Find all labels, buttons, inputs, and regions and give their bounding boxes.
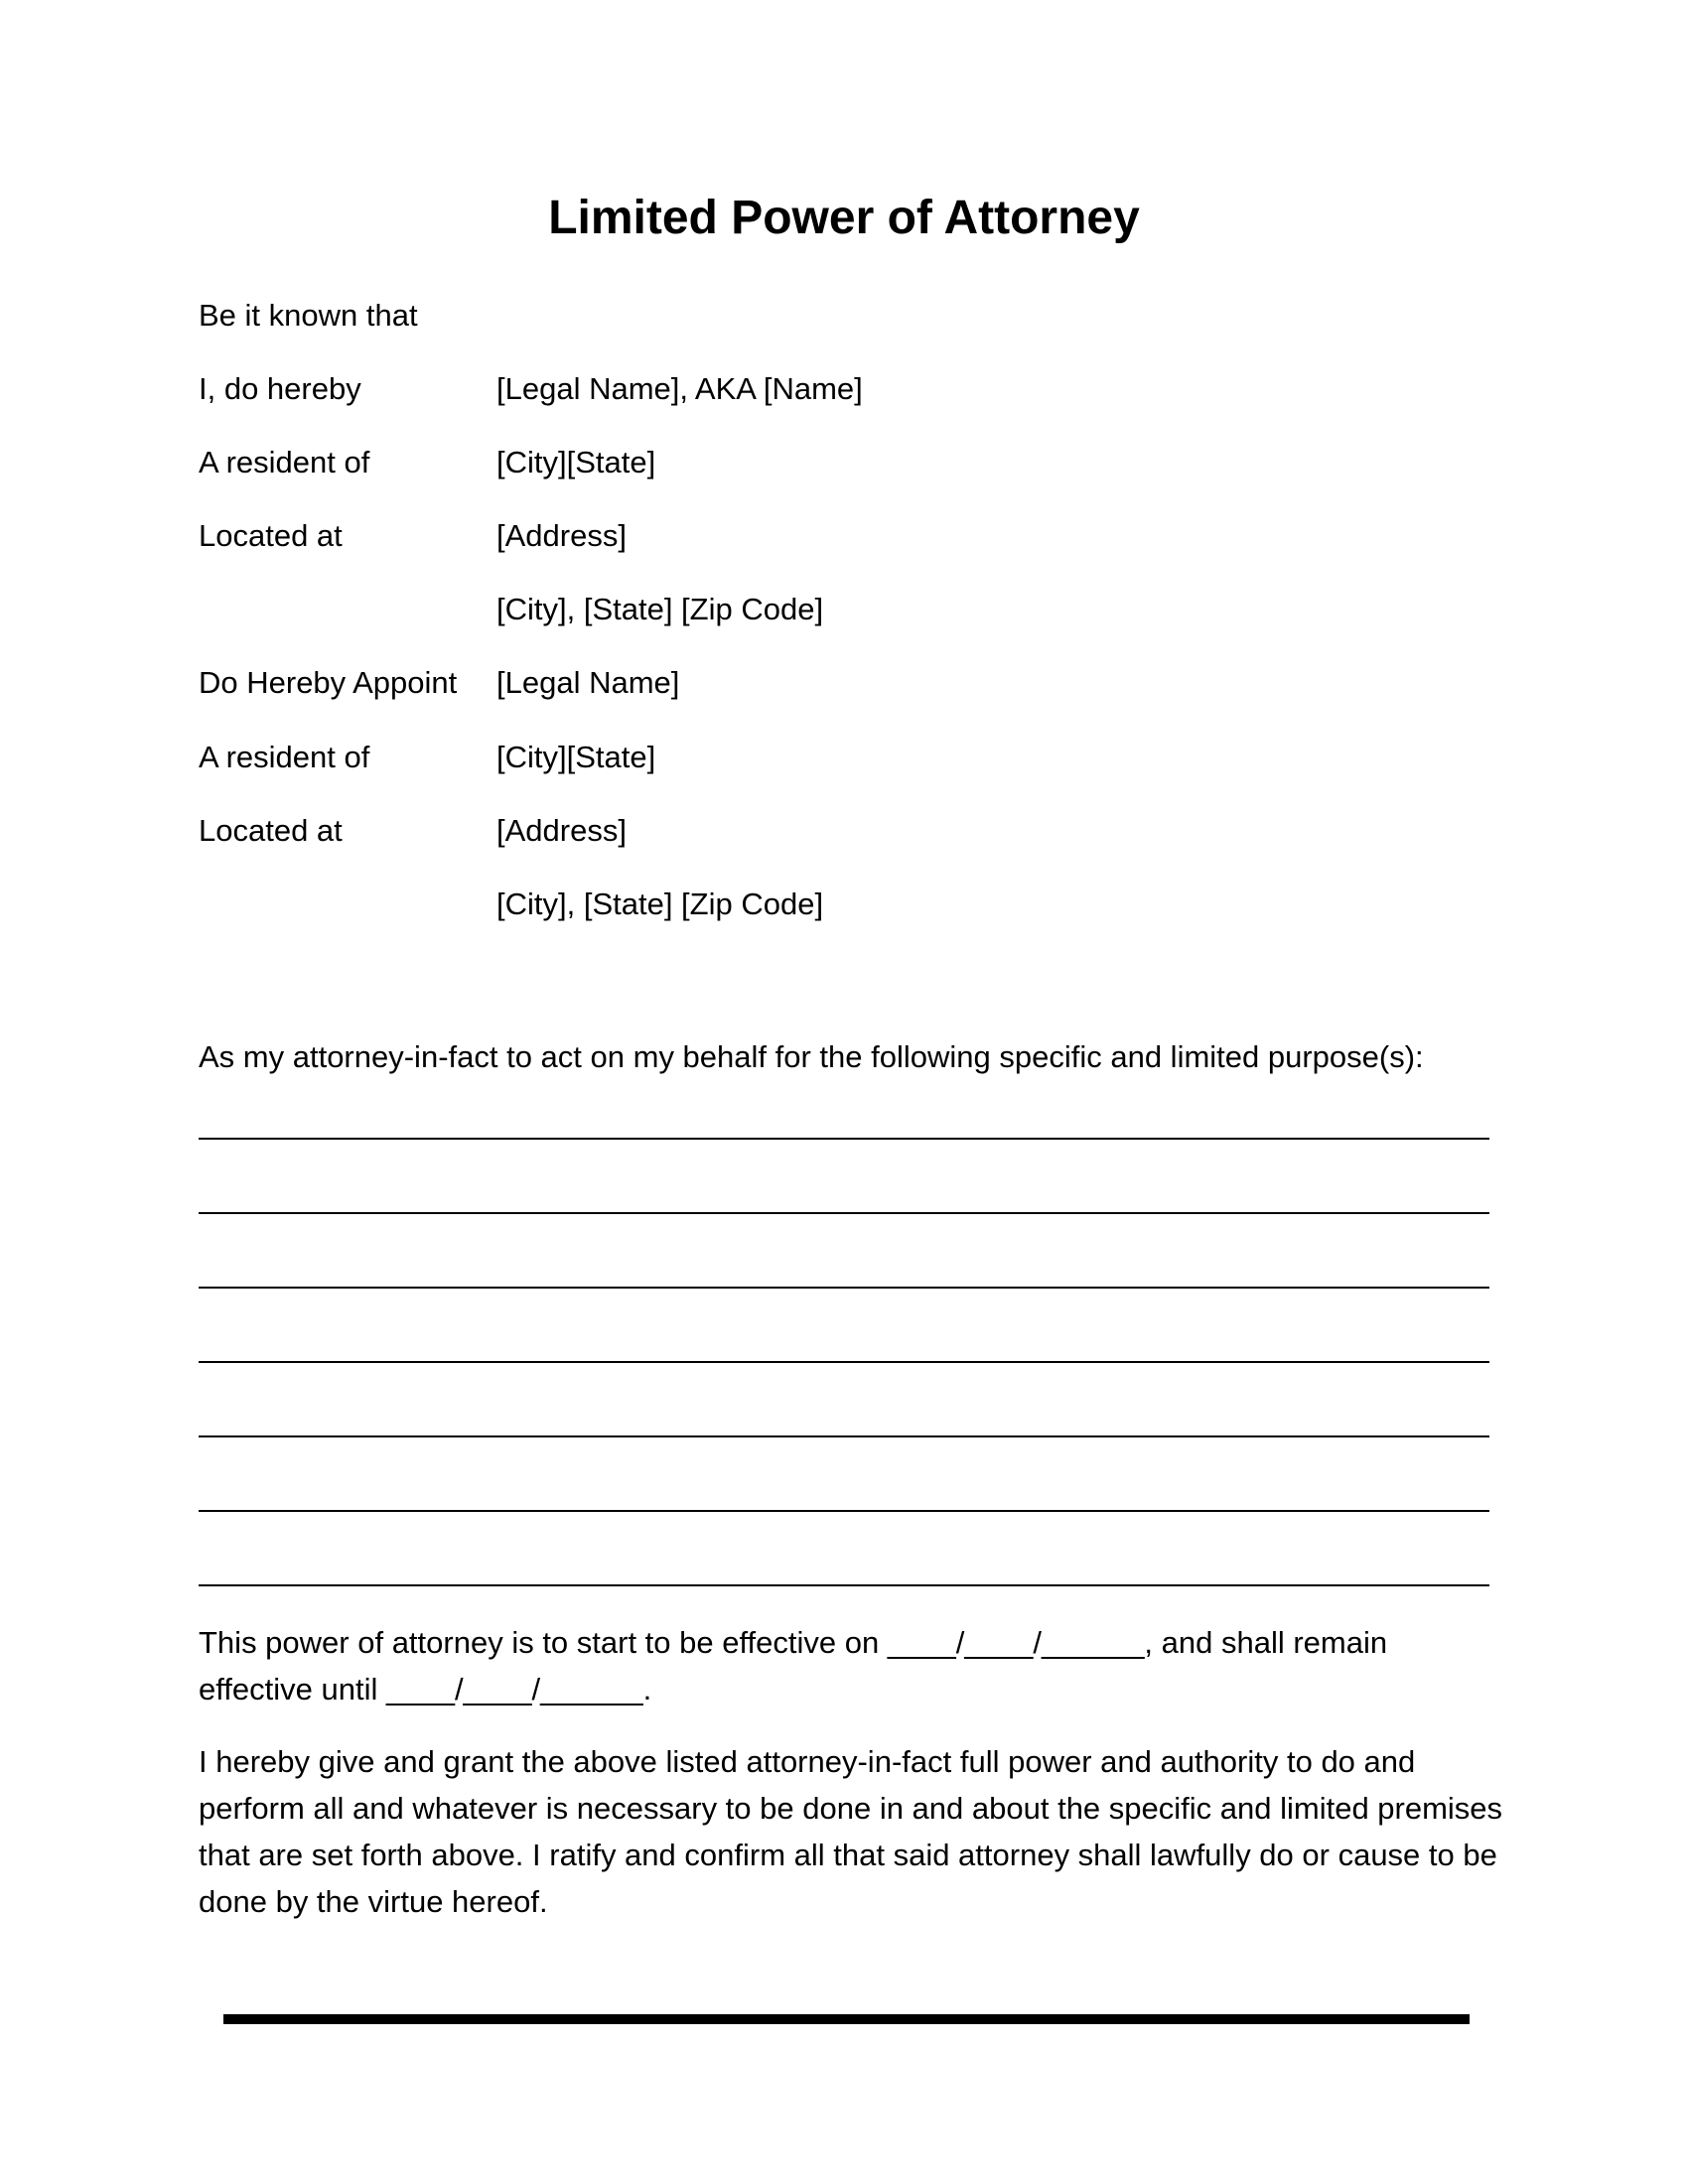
principal-hereby-label: I, do hereby [199,371,361,406]
agent-city-state-zip-field[interactable]: [City], [State] [Zip Code] [496,887,824,921]
agent-resident-row [199,738,1489,777]
principal-address-field[interactable]: [Address] [496,518,627,553]
purpose-blank-line[interactable] [199,1287,1489,1289]
principal-address-row [199,516,1489,556]
grant-paragraph: I hereby give and grant the above listed attorney-in-fact full power and authority to do and perform all and whatever is necessary to be done in and about the specific and limited premises that are set forth above. I ratify and confirm all that said attorney shall lawfully do or cause to be done by the virtue hereof. [199,1744,1503,1919]
purpose-blank-line[interactable] [199,1584,1489,1586]
purpose-blank-line[interactable] [199,1510,1489,1512]
agent-name-field[interactable]: [Legal Name] [496,665,680,700]
agent-appoint-label: Do Hereby Appoint [199,665,458,700]
purpose-blank-line[interactable] [199,1361,1489,1363]
principal-resident-label: A resident of [199,445,370,479]
purpose-intro: As my attorney-in-fact to act on my behalf for the following specific and limited purpose(s): [199,1039,1424,1074]
purpose-blank-line[interactable] [199,1138,1489,1140]
agent-city-row [199,885,1489,924]
principal-resident-field[interactable]: [City][State] [496,445,656,479]
principal-city-row [199,590,1489,629]
purpose-blank-line[interactable] [199,1212,1489,1214]
principal-located-label: Located at [199,518,343,553]
intro-text: Be it known that [199,298,418,333]
purpose-blank-line[interactable] [199,1435,1489,1437]
principal-resident-row [199,443,1489,482]
agent-resident-label: A resident of [199,740,370,774]
agent-located-label: Located at [199,813,343,848]
principal-name-field[interactable]: [Legal Name], AKA [Name] [496,371,863,406]
agent-address-field[interactable]: [Address] [496,813,627,848]
principal-name-row [199,369,1489,409]
effective-dates-paragraph[interactable]: This power of attorney is to start to be effective on ____/____/______, and shall remain effective until ____/____/______. [199,1625,1388,1706]
principal-city-state-zip-field[interactable]: [City], [State] [Zip Code] [496,592,824,626]
agent-resident-field[interactable]: [City][State] [496,740,656,774]
agent-address-row [199,811,1489,851]
document-title: Limited Power of Attorney [548,192,1140,244]
signature-line [223,2014,1470,2024]
agent-name-row [199,663,1489,703]
